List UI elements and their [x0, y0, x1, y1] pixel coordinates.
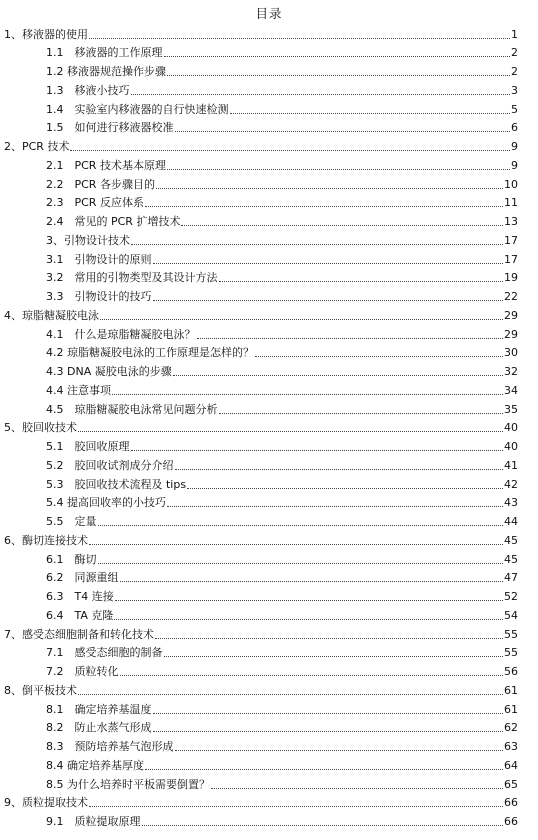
- toc-chapter-entry[interactable]: [4, 680, 518, 699]
- toc-section-entry[interactable]: [46, 437, 518, 456]
- dot-leader: [156, 188, 503, 189]
- toc-entry-page-number: 43: [504, 496, 518, 510]
- toc-entry-page-number: 9: [511, 158, 518, 172]
- toc-section-entry[interactable]: [46, 399, 518, 418]
- toc-section-entry[interactable]: [46, 643, 518, 662]
- dot-leader: [175, 750, 504, 751]
- dot-leader: [164, 56, 511, 57]
- toc-section-entry[interactable]: [46, 512, 518, 531]
- toc-section-entry[interactable]: [46, 99, 518, 118]
- toc-entry-page-number: 11: [504, 196, 518, 210]
- toc-entry-page-number: 65: [504, 777, 518, 791]
- dot-leader: [98, 525, 504, 526]
- toc-entry-title: 1.5 如何进行移液器校准: [46, 121, 174, 135]
- toc-entry-title: 2、PCR 技术: [4, 140, 70, 154]
- toc-section-entry[interactable]: [46, 362, 518, 381]
- toc-entry-page-number: 52: [504, 590, 518, 604]
- toc-section-entry[interactable]: [46, 568, 518, 587]
- toc-chapter-entry[interactable]: [4, 24, 518, 43]
- dot-leader: [153, 300, 504, 301]
- toc-entry-page-number: 61: [504, 683, 518, 697]
- toc-entry-title: 5.1 胶回收原理: [46, 440, 130, 454]
- dot-leader: [175, 131, 511, 132]
- toc-entry-title: 3.3 引物设计的技巧: [46, 290, 152, 304]
- toc-chapter-entry[interactable]: [4, 418, 518, 437]
- toc-section-entry[interactable]: [46, 324, 518, 343]
- toc-entry-title: 9、质粒提取技术: [4, 796, 88, 810]
- dot-leader: [181, 225, 503, 226]
- toc-section-entry[interactable]: [46, 343, 518, 362]
- dot-leader: [145, 206, 503, 207]
- toc-entry-title: 2.3 PCR 反应体系: [46, 196, 144, 210]
- toc-entry-title: 6.2 同源重组: [46, 571, 119, 585]
- toc-chapter-entry[interactable]: [4, 530, 518, 549]
- toc-section-entry[interactable]: [46, 249, 518, 268]
- dot-leader: [131, 450, 504, 451]
- toc-section-entry[interactable]: [46, 193, 518, 212]
- toc-entry-title: 1、移液器的使用: [4, 27, 88, 41]
- toc-entry-page-number: 10: [504, 177, 518, 191]
- toc-entry-title: 4.2 琼脂糖凝胶电泳的工作原理是怎样的？: [46, 346, 254, 360]
- toc-section-entry[interactable]: [46, 62, 518, 81]
- toc-entry-page-number: 9: [511, 140, 518, 154]
- dot-leader: [89, 38, 510, 39]
- dot-leader: [219, 281, 504, 282]
- dot-leader: [255, 356, 503, 357]
- dot-leader: [114, 619, 503, 620]
- dot-leader: [145, 769, 503, 770]
- toc-section-entry[interactable]: [46, 474, 518, 493]
- toc-entry-page-number: 2: [511, 46, 518, 60]
- toc-entry-title: 1.1 移液器的工作原理: [46, 46, 163, 60]
- dot-leader: [187, 488, 503, 489]
- dot-leader: [167, 75, 510, 76]
- toc-entry-title: 1.2 移液器规范操作步骤: [46, 65, 166, 79]
- toc-entry-title: 2.4 常见的 PCR 扩增技术: [46, 215, 181, 229]
- toc-section-entry[interactable]: [46, 43, 518, 62]
- toc-entry-title: 6.4 TA 克隆: [46, 608, 114, 622]
- toc-section-entry[interactable]: [46, 812, 518, 831]
- toc-section-entry[interactable]: [46, 662, 518, 681]
- toc-chapter-entry[interactable]: [4, 305, 518, 324]
- toc-entry-title: 3.1 引物设计的原则: [46, 252, 152, 266]
- toc-entry-title: 6.1 酶切: [46, 552, 97, 566]
- toc-entry-page-number: 66: [504, 815, 518, 829]
- toc-chapter-entry[interactable]: [4, 624, 518, 643]
- toc-entry-page-number: 61: [504, 702, 518, 716]
- toc-section-entry[interactable]: [46, 118, 518, 137]
- toc-entry-page-number: 41: [504, 458, 518, 472]
- toc-entry-page-number: 35: [504, 402, 518, 416]
- toc-section-entry[interactable]: [46, 174, 518, 193]
- dot-leader: [100, 319, 503, 320]
- toc-entry-page-number: 56: [504, 665, 518, 679]
- dot-leader: [120, 675, 504, 676]
- dot-leader: [219, 413, 504, 414]
- toc-entry-page-number: 1: [511, 27, 518, 41]
- toc-entry-title: 8.1 确定培养基温度: [46, 702, 152, 716]
- toc-entry-page-number: 64: [504, 758, 518, 772]
- toc-section-entry[interactable]: [46, 587, 518, 606]
- toc-entry-page-number: 22: [504, 290, 518, 304]
- toc-entry-title: 7.1 感受态细胞的制备: [46, 646, 163, 660]
- toc-section-entry[interactable]: [46, 774, 518, 793]
- toc-section-entry[interactable]: [46, 287, 518, 306]
- toc-entry-title: 5、胶回收技术: [4, 421, 77, 435]
- toc-entry-title: 5.3 胶回收技术流程及 tips: [46, 477, 187, 491]
- toc-entry-page-number: 40: [504, 440, 518, 454]
- toc-entry-title: 8.5 为什么培养时平板需要倒置？: [46, 777, 210, 791]
- dot-leader: [142, 825, 504, 826]
- toc-entry-page-number: 29: [504, 327, 518, 341]
- toc-entry-title: 2.1 PCR 技术基本原理: [46, 158, 166, 172]
- toc-section-entry[interactable]: [46, 549, 518, 568]
- toc-entry-page-number: 2: [511, 65, 518, 79]
- toc-title: 目录: [255, 6, 283, 21]
- toc-entry-title: 9.1 质粒提取原理: [46, 815, 141, 829]
- toc-entry-page-number: 63: [504, 740, 518, 754]
- dot-leader: [153, 263, 504, 264]
- toc-entry-title: 4.5 琼脂糖凝胶电泳常见问题分析: [46, 402, 218, 416]
- toc-entry-title: 5.5 定量: [46, 515, 97, 529]
- toc-section-entry[interactable]: [46, 605, 518, 624]
- toc-entry-title: 6.3 T4 连接: [46, 590, 114, 604]
- toc-entry-title: 8.2 防止水蒸气形成: [46, 721, 152, 735]
- toc-chapter-entry[interactable]: [4, 793, 518, 812]
- toc-entry-page-number: 34: [504, 383, 518, 397]
- toc-entry-page-number: 47: [504, 571, 518, 585]
- toc-entry-title: 5.4 提高回收率的小技巧: [46, 496, 166, 510]
- toc-section-entry[interactable]: [46, 455, 518, 474]
- toc-entry-title: 6、酶切连接技术: [4, 533, 88, 547]
- toc-section-entry[interactable]: [46, 380, 518, 399]
- dot-leader: [175, 469, 504, 470]
- toc-entry-page-number: 3: [511, 83, 518, 97]
- toc-entry-page-number: 62: [504, 721, 518, 735]
- dot-leader: [120, 581, 504, 582]
- toc-section-entry[interactable]: [46, 268, 518, 287]
- toc-entry-title: 4.1 什么是琼脂糖凝胶电泳？: [46, 327, 196, 341]
- toc-entry-page-number: 54: [504, 608, 518, 622]
- toc-entry-page-number: 45: [504, 533, 518, 547]
- toc-entry-title: 3、引物设计技术: [46, 233, 130, 247]
- dot-leader: [78, 431, 503, 432]
- dot-leader: [78, 694, 503, 695]
- toc-entry-page-number: 44: [504, 515, 518, 529]
- toc-entry-page-number: 45: [504, 552, 518, 566]
- toc-entry-page-number: 40: [504, 421, 518, 435]
- toc-entry-title: 1.3 移液小技巧: [46, 83, 130, 97]
- toc-entry-page-number: 32: [504, 365, 518, 379]
- dot-leader: [197, 338, 504, 339]
- dot-leader: [70, 150, 510, 151]
- toc-section-entry[interactable]: [46, 155, 518, 174]
- toc-chapter-entry[interactable]: [4, 137, 518, 156]
- toc-entry-page-number: 19: [504, 271, 518, 285]
- toc-section-entry[interactable]: [46, 699, 518, 718]
- toc-entry-title: 5.2 胶回收试剂成分介绍: [46, 458, 174, 472]
- toc-section-entry[interactable]: [46, 80, 518, 99]
- toc-section-entry[interactable]: [46, 718, 518, 737]
- dot-leader: [131, 94, 511, 95]
- toc-entry-title: 4.4 注意事项: [46, 383, 111, 397]
- toc-entry-title: 4.3 DNA 凝胶电泳的步骤: [46, 365, 172, 379]
- dot-leader: [115, 600, 503, 601]
- toc-entry-page-number: 55: [504, 646, 518, 660]
- toc-entry-title: 7.2 质粒转化: [46, 665, 119, 679]
- toc-section-entry[interactable]: [46, 737, 518, 756]
- toc-entry-title: 3.2 常用的引物类型及其设计方法: [46, 271, 218, 285]
- dot-leader: [173, 375, 503, 376]
- toc-entry-title: 2.2 PCR 各步骤目的: [46, 177, 155, 191]
- dot-leader: [131, 244, 503, 245]
- toc-entry-title: 8.4 确定培养基厚度: [46, 758, 144, 772]
- toc-entry-page-number: 17: [504, 233, 518, 247]
- toc-section-entry[interactable]: [46, 493, 518, 512]
- toc-entry-title: 1.4 实验室内移液器的自行快速检测: [46, 102, 229, 116]
- toc-entry-title: 4、琼脂糖凝胶电泳: [4, 308, 99, 322]
- dot-leader: [164, 656, 504, 657]
- toc-entry-page-number: 5: [511, 102, 518, 116]
- toc-entry-page-number: 30: [504, 346, 518, 360]
- dot-leader: [167, 169, 510, 170]
- dot-leader: [153, 713, 504, 714]
- dot-leader: [153, 731, 504, 732]
- toc-section-entry[interactable]: [46, 230, 518, 249]
- toc-entry-page-number: 55: [504, 627, 518, 641]
- dot-leader: [230, 113, 511, 114]
- toc-entry-page-number: 13: [504, 215, 518, 229]
- toc-entry-title: 7、感受态细胞制备和转化技术: [4, 627, 154, 641]
- toc-entry-title: 8、倒平板技术: [4, 683, 77, 697]
- toc-entry-page-number: 6: [511, 121, 518, 135]
- toc-entry-page-number: 66: [504, 796, 518, 810]
- toc-section-entry[interactable]: [46, 212, 518, 231]
- toc-entry-page-number: 42: [504, 477, 518, 491]
- dot-leader: [167, 506, 503, 507]
- dot-leader: [98, 563, 504, 564]
- toc-entry-title: 8.3 预防培养基气泡形成: [46, 740, 174, 754]
- dot-leader: [89, 544, 503, 545]
- toc-section-entry[interactable]: [46, 755, 518, 774]
- toc-entry-page-number: 17: [504, 252, 518, 266]
- toc-entry-page-number: 29: [504, 308, 518, 322]
- dot-leader: [211, 788, 503, 789]
- dot-leader: [89, 806, 503, 807]
- dot-leader: [155, 638, 503, 639]
- dot-leader: [112, 394, 503, 395]
